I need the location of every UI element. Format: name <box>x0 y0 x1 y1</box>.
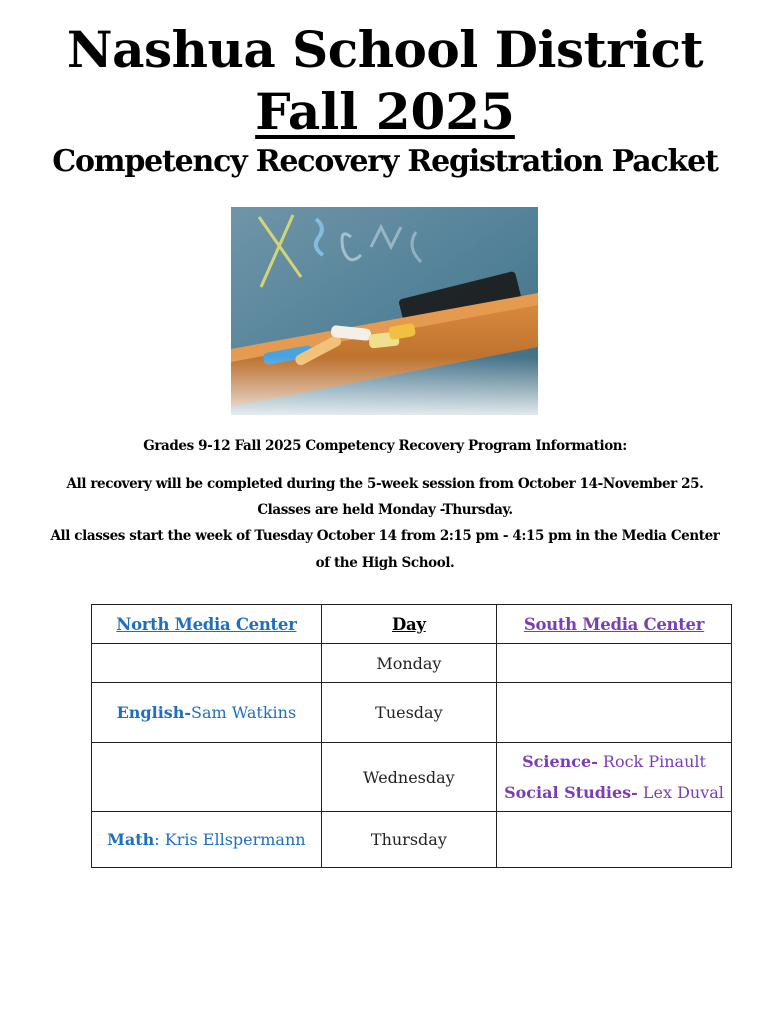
program-info-heading: Grades 9-12 Fall 2025 Competency Recovery Program Information: <box>143 438 627 454</box>
subject-social-studies: Social Studies- <box>504 783 638 802</box>
term-title <box>0 80 770 144</box>
day-cell-monday: Monday <box>321 644 496 683</box>
header-south-media-center <box>497 605 732 644</box>
session-dates-text: All recovery will be completed during the 5-week session from October 14-November 25. <box>66 476 704 492</box>
south-cell-thursday <box>497 812 732 868</box>
subject-english: English- <box>116 703 192 722</box>
table-header-row <box>92 605 732 644</box>
south-cell-wednesday <box>497 743 732 812</box>
subject-science: Science- <box>522 752 598 771</box>
header-north-media-center <box>92 605 322 644</box>
subject-math: Math <box>107 830 155 849</box>
table-row <box>92 812 732 868</box>
south-cell-tuesday <box>497 683 732 743</box>
chalkboard-photo <box>231 207 538 415</box>
south-media-center-label: South Media Center <box>523 614 705 634</box>
term-title-text: Fall 2025 <box>255 82 515 141</box>
class-days-text: Classes are held Monday -Thursday. <box>257 502 513 518</box>
header-day <box>321 605 496 644</box>
teacher-name: Sam Watkins <box>191 703 297 722</box>
day-label: Day <box>392 614 426 634</box>
north-media-center-label: North Media Center <box>116 614 297 634</box>
table-row <box>92 644 732 683</box>
table-row <box>92 743 732 812</box>
south-entry-science <box>503 746 725 777</box>
packet-title: Competency Recovery Registration Packet <box>52 144 718 179</box>
schedule-table <box>91 604 732 868</box>
class-time-text: All classes start the week of Tuesday October 14 from 2:15 pm - 4:15 pm in the Media Center <box>50 528 720 544</box>
north-cell-monday <box>92 644 322 683</box>
chalkboard-image-icon <box>231 207 538 415</box>
day-cell-wednesday: Wednesday <box>321 743 496 812</box>
teacher-name: Lex Duval <box>637 783 724 802</box>
district-title: Nashua School District <box>66 20 704 79</box>
class-location-text: of the High School. <box>315 555 455 571</box>
north-cell-wednesday <box>92 743 322 812</box>
north-cell-thursday <box>92 812 322 868</box>
south-cell-monday <box>497 644 732 683</box>
teacher-name: Rock Pinault <box>597 752 706 771</box>
table-row <box>92 683 732 743</box>
day-cell-tuesday: Tuesday <box>321 683 496 743</box>
north-cell-tuesday <box>92 683 322 743</box>
day-cell-thursday: Thursday <box>321 812 496 868</box>
teacher-name: : Kris Ellspermann <box>154 830 306 849</box>
south-entry-social-studies <box>503 777 725 808</box>
